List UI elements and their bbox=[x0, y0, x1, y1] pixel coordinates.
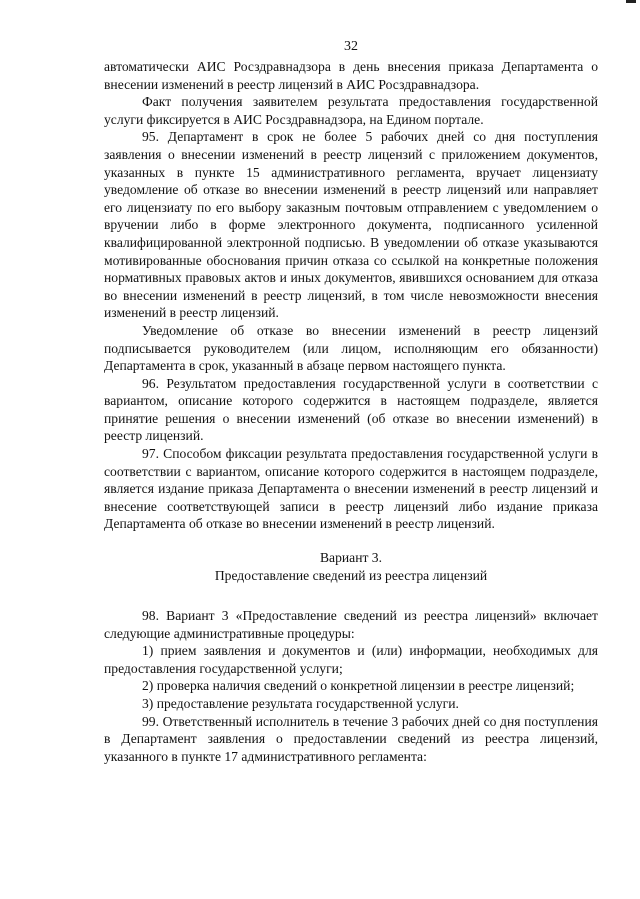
paragraph-98: 98. Вариант 3 «Предоставление сведений из реестра лицензий» включает следующие административные процедуры: bbox=[104, 608, 598, 641]
document-page bbox=[104, 38, 598, 765]
paragraph-95: 95. Департамент в срок не более 5 рабочих дней со дня поступления заявления о внесении изменений в реестр лицензий с приложением документов, указанных в пункте 15 административного регламента, вручает лицензиату уведомление об отказе во внесении изменений в реестр лицензий или направляет его лицензиату по его выбору заказным почтовым отправлением с уведомлением о вручении либо в форме электронного документа, подписанного усиленной квалифицированной электронной подписью. В уведомлении об отказе указываются мотивированные обоснования причин отказа со ссылкой на конкретные положения нормативных правовых актов и иных документов, явившихся основанием для отказа во внесении изменений в реестр лицензий, в том числе невозможности внесения изменений в реестр лицензий. bbox=[104, 129, 598, 321]
paragraph-notice: Уведомление об отказе во внесении изменений в реестр лицензий подписывается руководителем (или лицом, исполняющим его обязанности) Департамента в срок, указанный в абзаце первом настоящего пункта. bbox=[104, 322, 598, 374]
paragraph-fact: Факт получения заявителем результата предоставления государственной услуги фиксируется в АИС Росздравнадзора, на Едином портале. bbox=[104, 94, 598, 127]
section-heading bbox=[104, 549, 598, 585]
paragraph-98-item-1: 1) прием заявления и документов и (или) информации, необходимых для предоставления государственной услуги; bbox=[104, 643, 598, 676]
paragraph-97: 97. Способом фиксации результата предоставления государственной услуги в соответствии с вариантом, описание которого содержится в настоящем подразделе, является издание приказа Департамента о внесении изменений в реестр лицензий и внесение соответствующей записи в реестр лицензий либо издание приказа Департамента об отказе во внесении изменений в реестр лицензий. bbox=[104, 446, 598, 532]
page-number: 32 bbox=[344, 39, 358, 54]
scan-corner-mark bbox=[626, 0, 636, 3]
paragraph-intro: автоматически АИС Росздравнадзора в день внесения приказа Департамента о внесении изменений в реестр лицензий в АИС Росздравнадзора. bbox=[104, 59, 598, 92]
section-title: Предоставление сведений из реестра лицензий bbox=[214, 568, 488, 584]
section-variant-label: Вариант 3. bbox=[319, 550, 382, 566]
paragraph-98-item-3: 3) предоставление результата государственной услуги. bbox=[142, 696, 459, 711]
paragraph-99: 99. Ответственный исполнитель в течение 3 рабочих дней со дня поступления в Департамент заявления о предоставлении сведений из реестра лицензий, указанного в пункте 17 административного регламента: bbox=[104, 713, 598, 764]
paragraph-96: 96. Результатом предоставления государственной услуги в соответствии с вариантом, описание которого содержится в настоящем подразделе, является принятие решения о внесении изменений (об отказе во внесении изменений) в реестр лицензий. bbox=[104, 375, 598, 444]
paragraph-98-item-2: 2) проверка наличия сведений о конкретной лицензии в реестре лицензий; bbox=[142, 678, 575, 694]
